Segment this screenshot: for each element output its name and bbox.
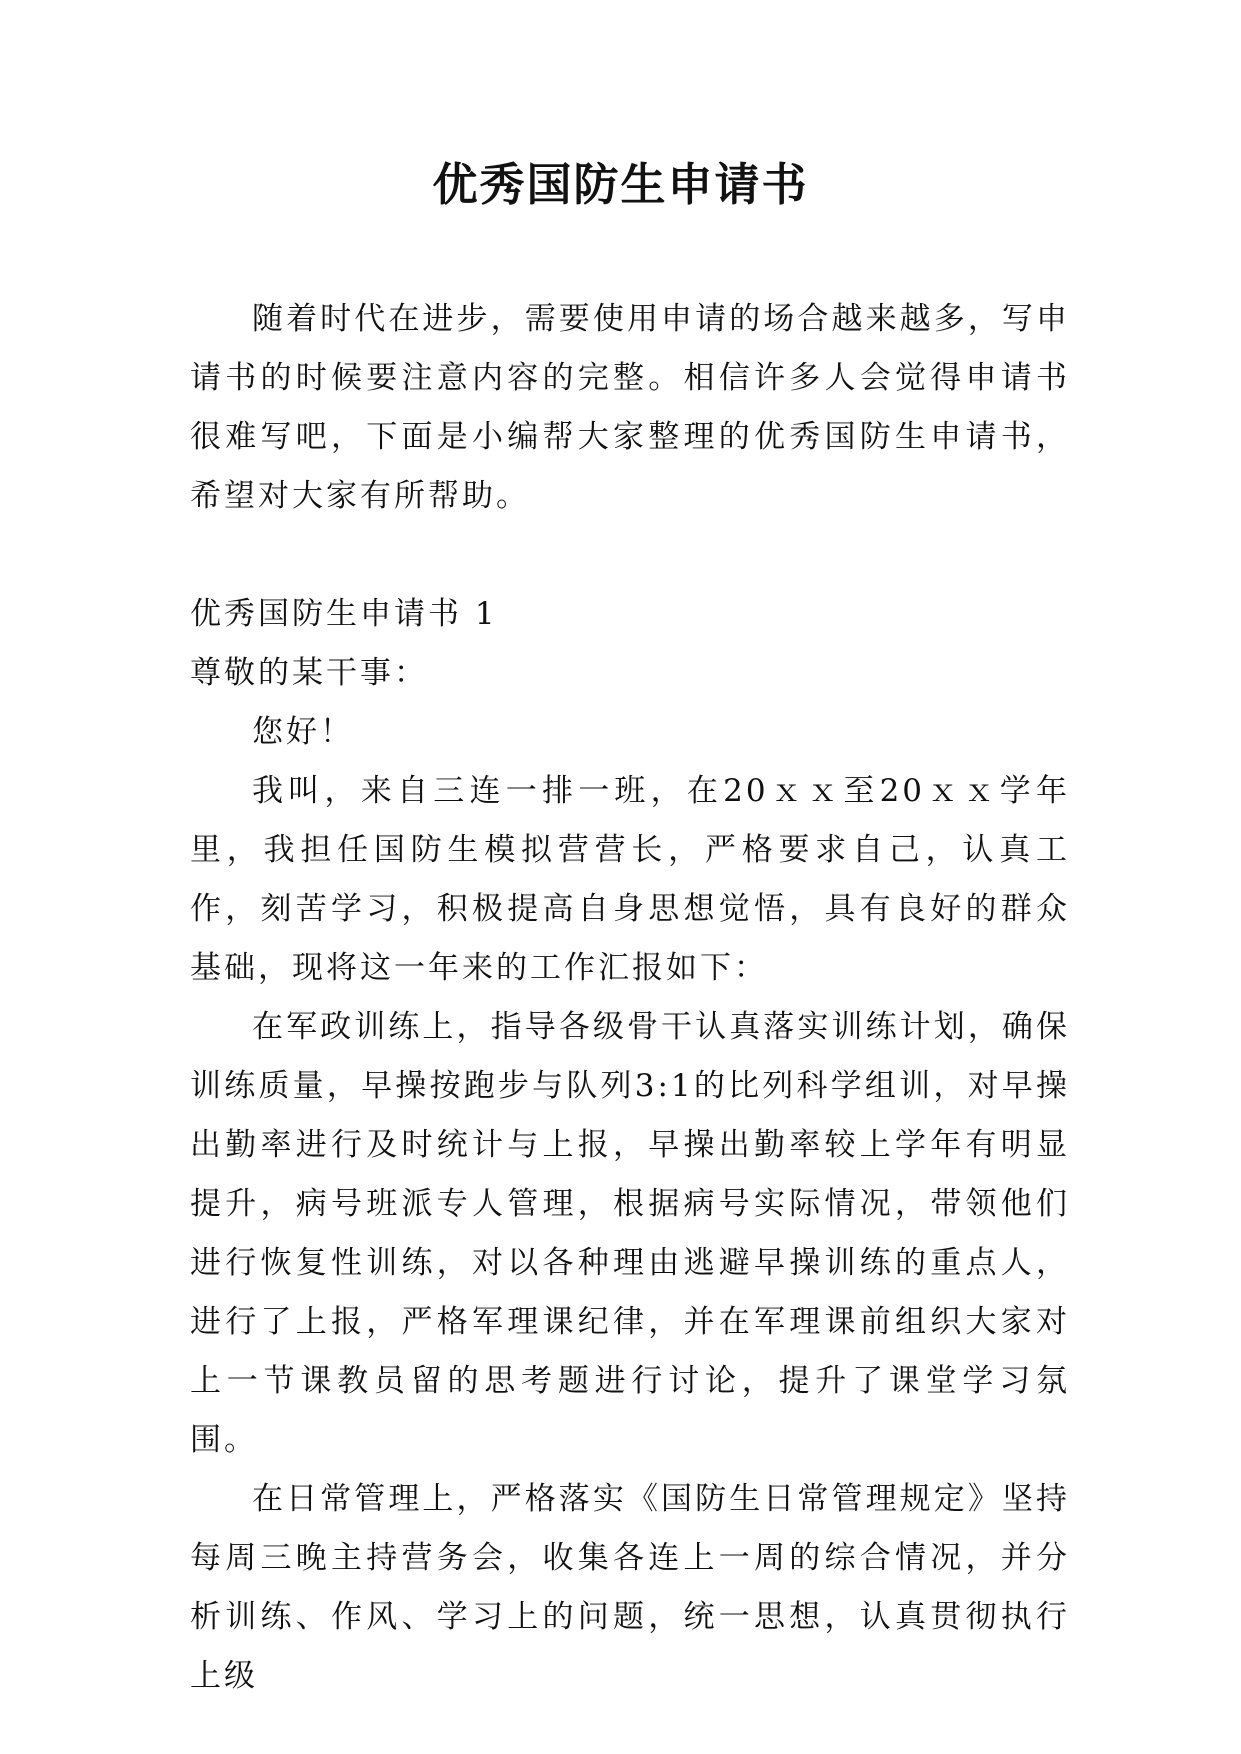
body-paragraph: 在日常管理上，严格落实《国防生日常管理规定》坚持每周三晚主持营务会，收集各连上一周的综合情况，并分析训练、作风、学习上的问题，统一思想，认真贯彻执行上级 <box>190 1481 1070 1694</box>
intro-paragraph: 随着时代在进步，需要使用申请的场合越来越多，写申请书的时候要注意内容的完整。相信许多人会觉得申请书很难写吧，下面是小编帮大家整理的优秀国防生申请书，希望对大家有所帮助。 <box>190 301 1070 514</box>
greeting: 您好！ <box>252 714 354 750</box>
document-body <box>190 290 1070 1706</box>
salutation: 尊敬的某干事： <box>190 655 428 691</box>
paragraph-gap <box>190 526 1070 585</box>
body-paragraph: 我叫，来自三连一排一班，在20ｘｘ至20ｘｘ学年里，我担任国防生模拟营营长，严格要求自己，认真工作，刻苦学习，积极提高自身思想觉悟，具有良好的群众基础，现将这一年来的工作汇报如下： <box>190 773 1070 986</box>
body-paragraph: 在军政训练上，指导各级骨干认真落实训练计划，确保训练质量，早操按跑步与队列3:1的比列科学组训，对早操出勤率进行及时统计与上报，早操出勤率较上学年有明显提升，病号班派专人管理，根据病号实际情况，带领他们进行恢复性训练，对以各种理由逃避早操训练的重点人，进行了上报，严格军理课纪律，并在军理课前组织大家对上一节课教员留的思考题进行讨论，提升了课堂学习氛围。 <box>190 1009 1070 1458</box>
document-title: 优秀国防生申请书 <box>432 158 809 211</box>
section-heading: 优秀国防生申请书 1 <box>190 596 498 632</box>
